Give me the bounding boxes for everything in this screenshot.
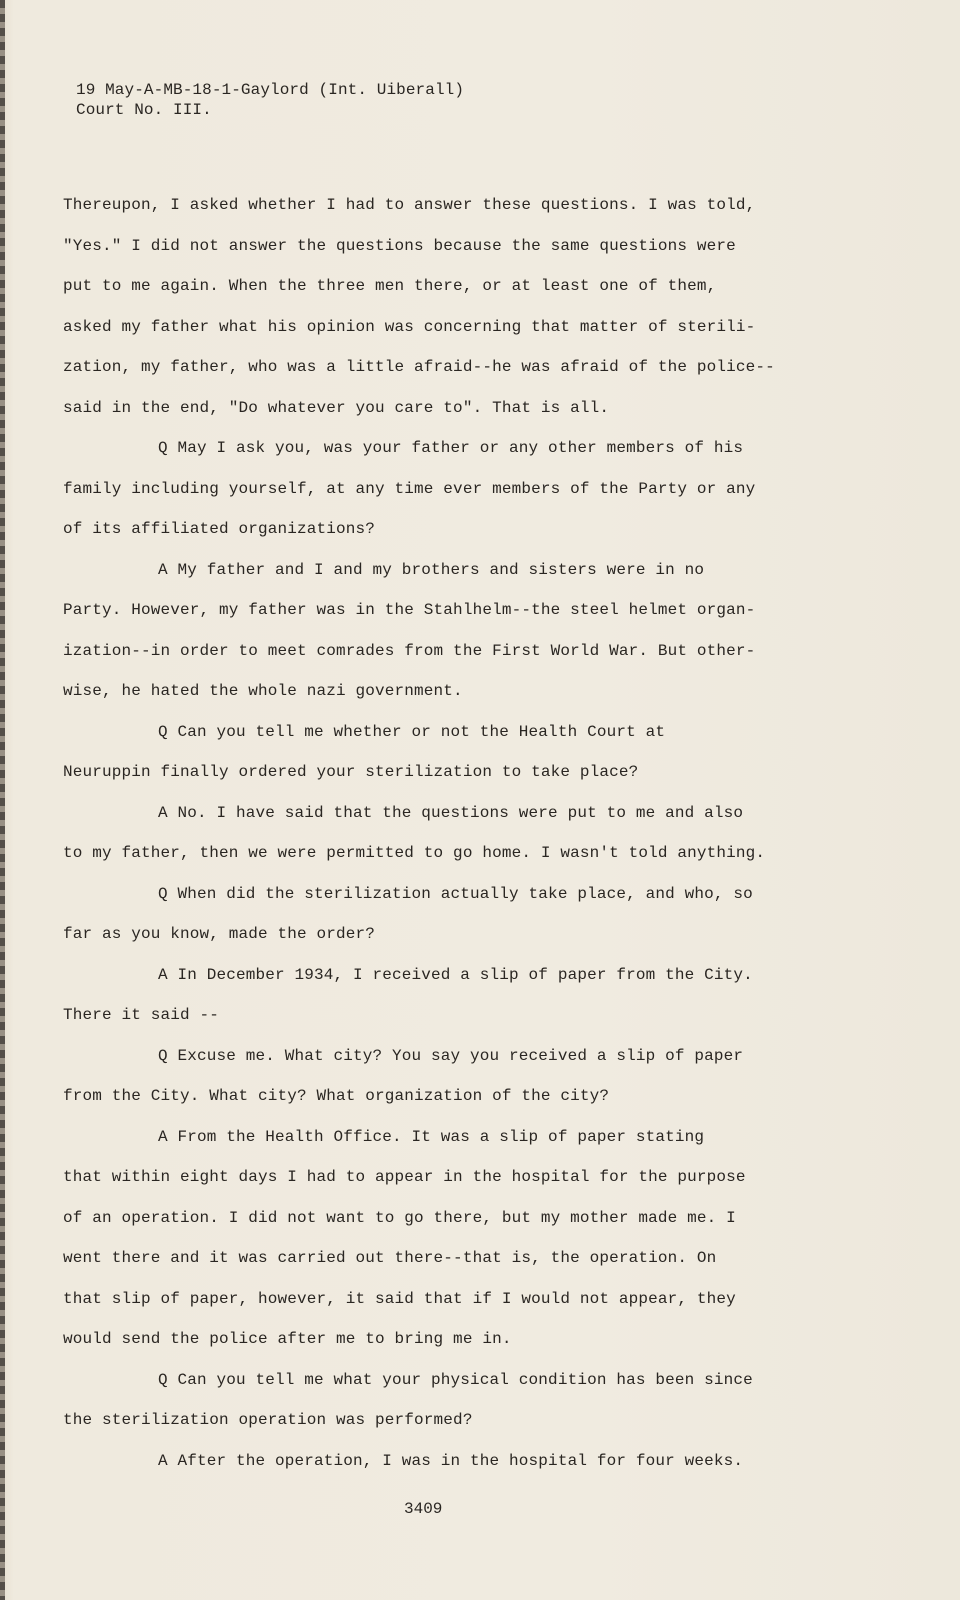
text-line: Q Can you tell me whether or not the Health Court at xyxy=(158,722,666,741)
text-line: would send the police after me to bring me in. xyxy=(63,1330,512,1348)
text-line: zation, my father, who was a little afraid--he was afraid of the police-- xyxy=(63,358,775,376)
paragraph-answer xyxy=(63,793,833,874)
document-header xyxy=(76,80,464,120)
paragraph-question xyxy=(63,1360,833,1441)
text-line: of an operation. I did not want to go there, but my mother made me. I xyxy=(63,1208,736,1227)
paragraph-question xyxy=(63,712,833,793)
transcript-body xyxy=(63,185,833,1481)
paragraph-answer xyxy=(63,550,833,712)
text-line: Q Excuse me. What city? You say you received a slip of paper xyxy=(158,1046,744,1065)
text-line: family including yourself, at any time ever members of the Party or any xyxy=(63,479,756,498)
text-line: A My father and I and my brothers and sisters were in no xyxy=(158,560,705,579)
text-line: A After the operation, I was in the hospital for four weeks. xyxy=(158,1451,744,1470)
text-line: far as you know, made the order? xyxy=(63,925,376,943)
text-line: went there and it was carried out there--that is, the operation. On xyxy=(63,1249,717,1267)
text-line: of its affiliated organizations? xyxy=(63,520,376,538)
text-line: Thereupon, I asked whether I had to answer these questions. I was told, xyxy=(63,196,756,214)
text-line: the sterilization operation was performed? xyxy=(63,1411,473,1429)
header-court-line: Court No. III. xyxy=(76,101,212,119)
paragraph-testimony-intro xyxy=(63,185,833,428)
text-line: ization--in order to meet comrades from the First World War. But other- xyxy=(63,641,756,660)
text-line: Neuruppin finally ordered your sterilization to take place? xyxy=(63,763,639,781)
text-line: put to me again. When the three men there, or at least one of them, xyxy=(63,277,717,295)
header-session-line: 19 May-A-MB-18-1-Gaylord (Int. Uiberall) xyxy=(76,81,465,99)
text-line: Q Can you tell me what your physical condition has been since xyxy=(158,1370,753,1389)
text-line: that within eight days I had to appear in the hospital for the purpose xyxy=(63,1168,746,1186)
paragraph-question xyxy=(63,1036,833,1117)
text-line: A From the Health Office. It was a slip of paper stating xyxy=(158,1127,705,1146)
text-line: to my father, then we were permitted to go home. I wasn't told anything. xyxy=(63,844,766,862)
text-line: A In December 1934, I received a slip of paper from the City. xyxy=(158,965,753,984)
paragraph-question xyxy=(63,874,833,955)
text-line: A No. I have said that the questions were put to me and also xyxy=(158,803,744,822)
text-line: wise, he hated the whole nazi government. xyxy=(63,682,463,700)
paragraph-answer xyxy=(63,1117,833,1360)
text-line: asked my father what his opinion was concerning that matter of sterili- xyxy=(63,317,756,336)
text-line: "Yes." I did not answer the questions because the same questions were xyxy=(63,236,736,255)
paragraph-answer xyxy=(63,1441,833,1482)
text-line: Q When did the sterilization actually take place, and who, so xyxy=(158,884,753,903)
page-left-edge xyxy=(0,0,5,1600)
text-line: Party. However, my father was in the Stahlhelm--the steel helmet organ- xyxy=(63,601,756,619)
page-number: 3409 xyxy=(404,1500,443,1518)
text-line: There it said -- xyxy=(63,1006,220,1024)
paragraph-answer xyxy=(63,955,833,1036)
text-line: Q May I ask you, was your father or any other members of his xyxy=(158,439,744,457)
text-line: from the City. What city? What organization of the city? xyxy=(63,1087,610,1105)
text-line: said in the end, "Do whatever you care to". That is all. xyxy=(63,398,610,417)
text-line: that slip of paper, however, it said that if I would not appear, they xyxy=(63,1289,736,1308)
paragraph-question xyxy=(63,428,833,550)
